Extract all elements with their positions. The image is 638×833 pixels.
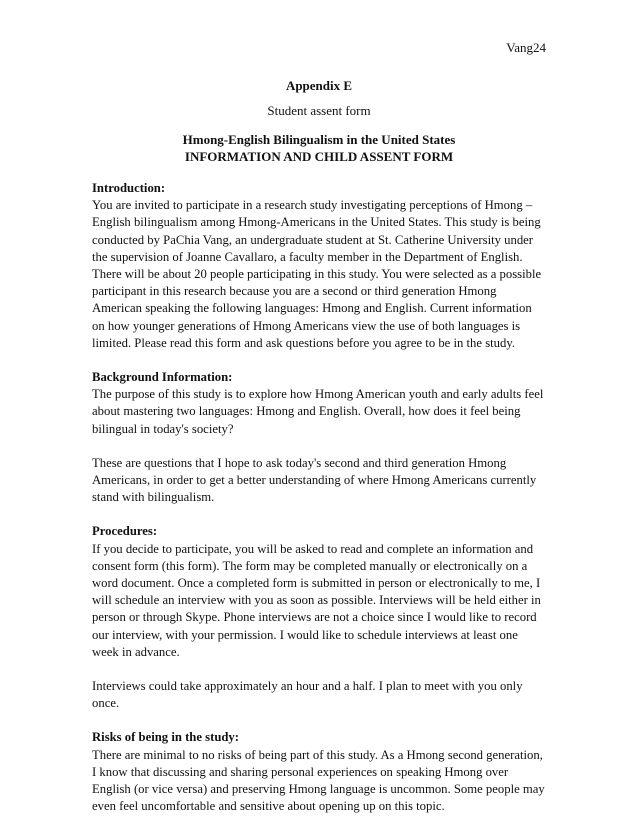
section-risks	[92, 729, 547, 815]
section-introduction	[92, 180, 547, 352]
section-background-questions	[92, 455, 547, 507]
document-body	[92, 180, 547, 833]
section-paragraph: Interviews could take approximately an hour and a half. I plan to meet with you only once.	[92, 679, 523, 711]
page-number: Vang24	[506, 40, 546, 55]
section-paragraph: The purpose of this study is to explore how Hmong American youth and early adults feel about mastering two languages: Hmong and English. Overall, how does it feel being bilingual in today's society?	[92, 387, 544, 436]
section-heading: Introduction:	[92, 181, 166, 195]
title-line-1: Hmong-English Bilingualism in the United States	[182, 132, 456, 147]
form-type-label: Student assent form	[267, 103, 371, 118]
section-paragraph: You are invited to participate in a research study investigating perceptions of Hmong – English bilingualism among Hmong-Americans in the United States. This study is being conducted by PaChia Vang, an undergraduate student at St. Catherine University under the supervision of Joanne Cavallaro, a faculty member in the Department of English. There will be about 20 people participating in this study. You were selected as a possible participant in this research because you are a second or third generation Hmong American speaking the following languages: Hmong and English. Current information on how younger generations of Hmong Americans view the use of both languages is limited. Please read this form and ask questions before you agree to be in the study.	[92, 198, 542, 350]
appendix-label: Appendix E	[285, 78, 353, 93]
section-heading: Procedures:	[92, 524, 158, 539]
section-procedures-duration	[92, 678, 547, 712]
document-title	[0, 131, 638, 165]
section-heading: Risks of being in the study:	[92, 730, 239, 745]
section-heading: Background Information:	[92, 370, 233, 385]
section-paragraph: These are questions that I hope to ask today's second and third generation Hmong Americans, in order to get a better understanding of where Hmong Americans currently stand with bilingualism.	[92, 455, 537, 505]
section-paragraph: If you decide to participate, you will be asked to read and complete an information and consent form (this form). The form may be completed manually or electronically on a word document. Once a completed form is submitted in person or electronically to me, I will schedule an interview with you as soon as possible. Interviews will be held either in person or through Skype. Phone interviews are not a choice since I would like to record our interview, with your permission. I would like to schedule interviews at least one week in advance.	[92, 541, 541, 659]
title-line-2: INFORMATION AND CHILD ASSENT FORM	[184, 149, 454, 164]
section-paragraph: There are minimal to no risks of being part of this study. As a Hmong second generation, I know that discussing and sharing personal experiences on speaking Hmong over English (or vice versa) and preserving Hmong language is uncommon. Some people may even feel uncomfortable and sensitive about opening up on this topic.	[92, 747, 545, 814]
section-procedures	[92, 523, 547, 661]
section-background	[92, 369, 547, 438]
